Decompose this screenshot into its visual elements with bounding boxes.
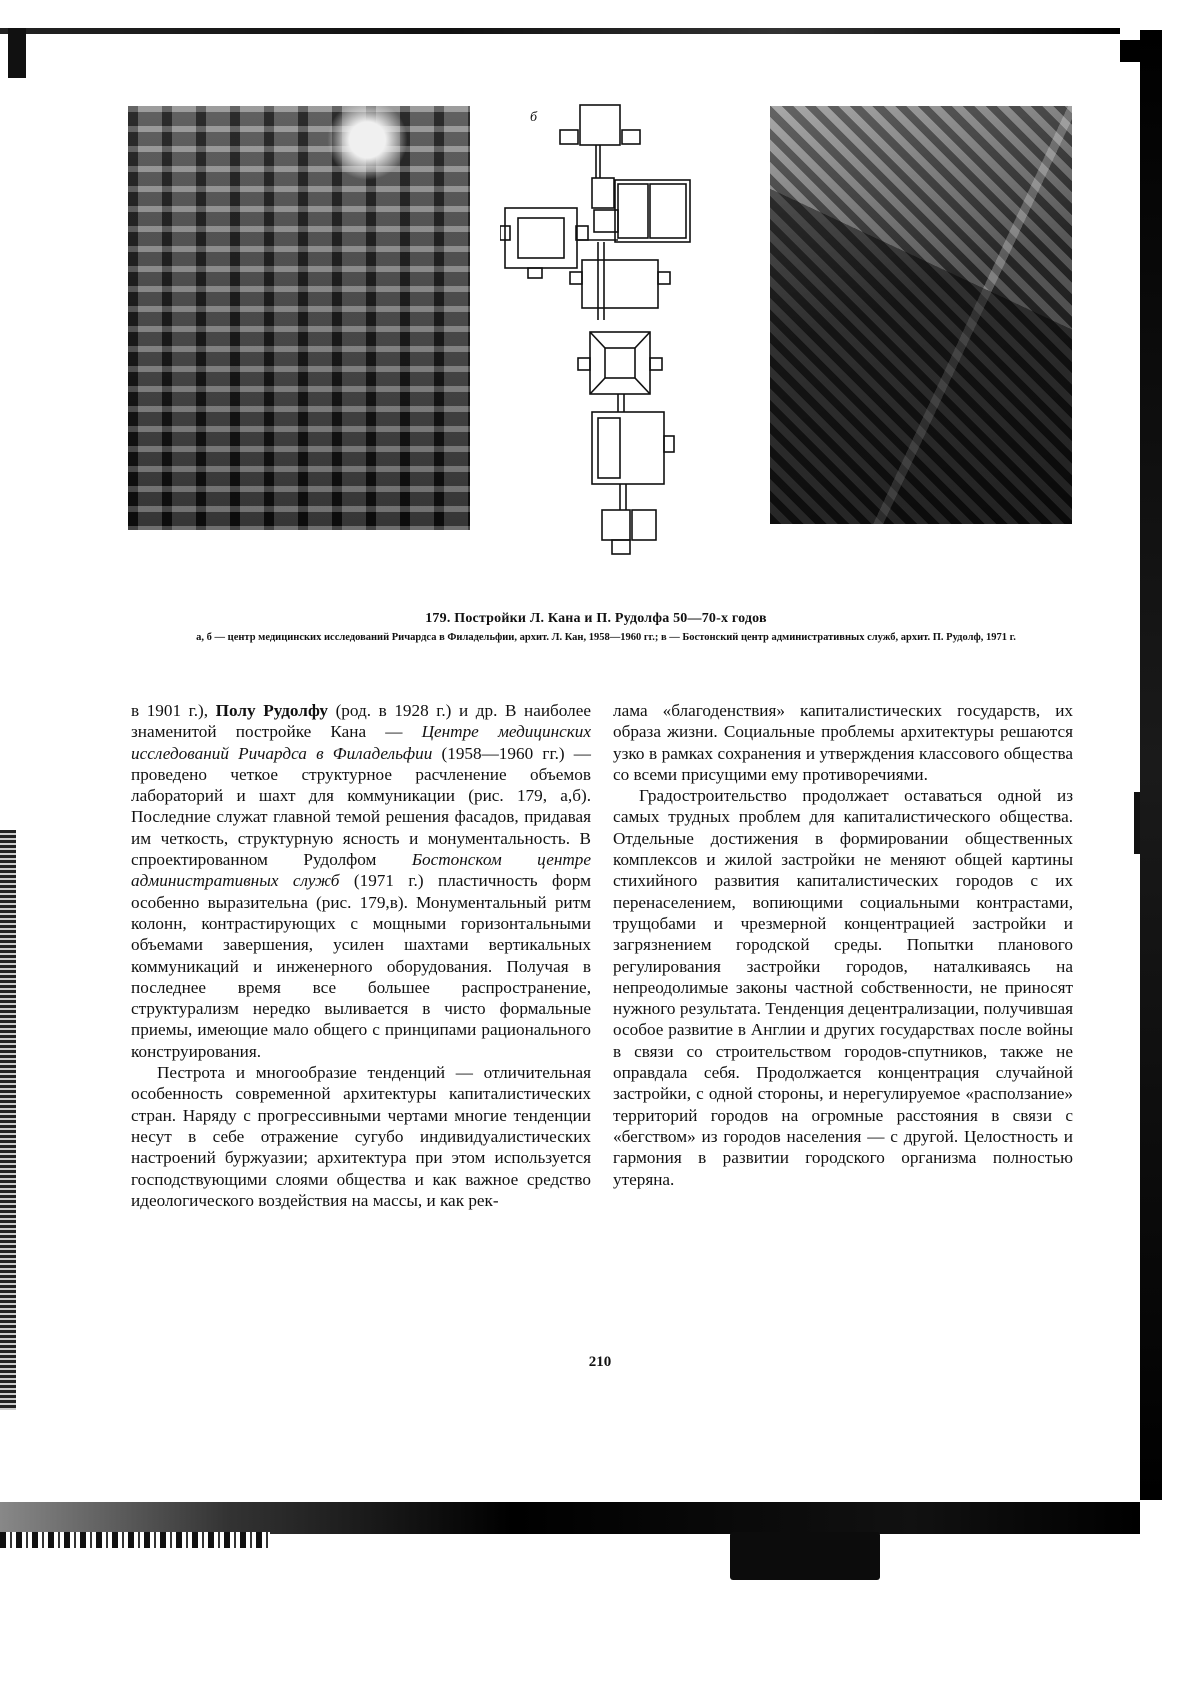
text-column-left [131, 700, 591, 1211]
paragraph: Градостроительство продолжает оставаться одной из самых трудных проблем для капиталистического общества. Отдельные достижения в формировании общественных комплексов и жилой застройки не меняют общей картины стихийного развития капиталистических городов с их перенаселением, вопиющими социальными контрастами, трущобами и чрезмерной концентрацией застройки и загрязнением городской среды. Попытки планового регулирования застройки городов, наталкиваясь на непреодолимые законы частной собственности, не приносят нужного результата. Тенденция децентрализации, получившая особое развитие в Англии и других государствах после войны в связи со строительством городов-спутников, также не оправдала себя. Продолжается концентрация случайной застройки, с одной стороны, и нерегулируемое «расползание» территорий городов на огромные расстояния в связи с «бегством» из городов населения — с другой. Целостность и гармония в развитии городского организма полностью утеряна. [613, 786, 1073, 1189]
text-run: (1958—1960 гг.) — проведено четкое структурное расчленение объемов лабораторий и шахт для коммуникации (рис. 179, а,б). Последние служат главной темой решения фасадов, придавая им четкость, структурную ясность и монументальность. В спроектированном Рудолфом [131, 743, 591, 870]
building-name: Центре медицинских исследований Ричардса в Филадельфии [131, 722, 592, 763]
text-column-right [613, 700, 1073, 1190]
text-run: (род. в 1928 г.) и др. В наиболее знаменитой постройке Кана — [131, 701, 591, 742]
page-number: 210 [588, 1354, 612, 1370]
scan-margin-mark [1134, 792, 1140, 854]
figure-floor-plan-b [500, 100, 740, 580]
scan-border-left [0, 830, 16, 1410]
paragraph [131, 700, 591, 1062]
figure-caption-text: а, б — центр медицинских исследований Ричардса в Филадельфии, архит. Л. Кан, 1958—1960 гг.; в — Бостонский центр административных служб, архит. П. Рудолф, 1971 г. [196, 632, 1016, 643]
text-run: (1971 г.) пластичность форм особенно выразительна (рис. 179,в). Монументальный ритм колонн, контрастирующих с мощными горизонтальными объемами завершения, усилен шахтами вертикальных коммуникаций и инженерного оборудования. Получая в последнее время все большее распространение, структурализм нередко выливается в чисто формальные приемы, имеющие мало общего с принципами рационального конструирования. [131, 871, 591, 1061]
scan-border-right [1140, 30, 1162, 1500]
scan-border-top [0, 28, 1120, 34]
scan-barcode-strip [0, 1532, 270, 1548]
text-run: в 1901 г.), [131, 701, 216, 720]
person-name: Полу Рудолфу [215, 701, 328, 720]
scan-corner-mark [8, 28, 26, 78]
scan-border-bottom [0, 1502, 1140, 1534]
scan-ink-blot [730, 1532, 880, 1580]
figure-photo-v [770, 106, 1072, 524]
paragraph: Пестрота и многообразие тенденций — отличительная особенность современной архитектуры капиталистических стран. Наряду с прогрессивными чертами многие тенденции несут в себе отражение сугубо индивидуалистических настроений буржуазии; архитектура при этом используется господствующими слоями общества и как важное средство идеологического воздействия на массы, и как рек- [131, 1063, 591, 1210]
building-name: Бостонском центре административных служб [131, 850, 591, 891]
figure-panel-label-b: б [530, 110, 538, 125]
figure-photo-a [128, 106, 470, 530]
figure-caption-title: 179. Постройки Л. Кана и П. Рудолфа 50—70-х годов [425, 611, 767, 626]
paragraph: лама «благоденствия» капиталистических государств, их образа жизни. Социальные проблемы архитектуры решаются узко в рамках сохранения и утверждения классового общества со всеми присущими ему противоречиями. [613, 701, 1073, 784]
